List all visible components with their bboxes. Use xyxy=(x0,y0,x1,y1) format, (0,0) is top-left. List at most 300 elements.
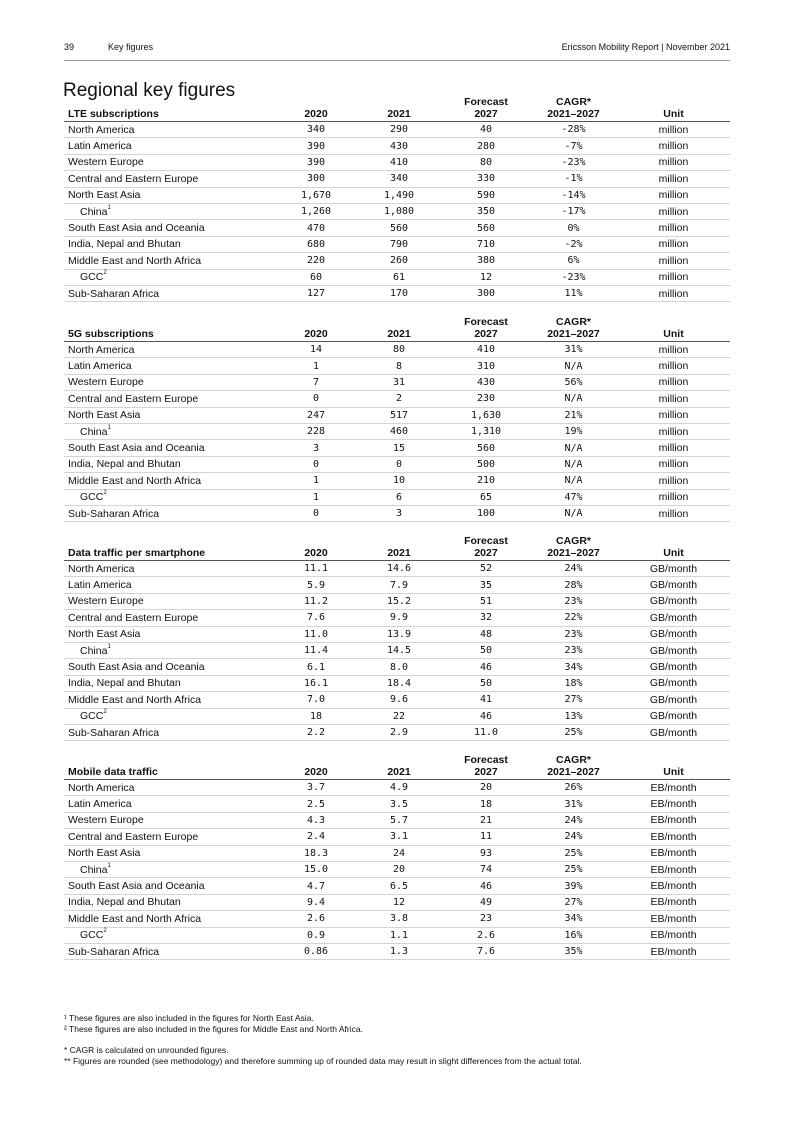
region-name: North America xyxy=(64,122,276,138)
value-unit: GB/month xyxy=(617,642,730,658)
value-2021: 6 xyxy=(356,489,442,505)
value-forecast-2027: 7.6 xyxy=(442,943,530,959)
value-2020: 11.1 xyxy=(276,561,356,577)
table-row xyxy=(64,927,730,943)
value-unit: million xyxy=(617,187,730,203)
table-row xyxy=(64,861,730,877)
value-2021: 560 xyxy=(356,220,442,236)
column-2021-header: 2021 xyxy=(356,316,442,342)
page-number: 39 xyxy=(64,42,75,52)
value-2021: 430 xyxy=(356,138,442,154)
region-name: South East Asia and Oceania xyxy=(64,220,276,236)
value-2020: 7.0 xyxy=(276,692,356,708)
table-row xyxy=(64,253,730,269)
footnote-cagr: * CAGR is calculated on unrounded figures. xyxy=(64,1045,229,1055)
value-2021: 3.1 xyxy=(356,829,442,845)
key-figures-table xyxy=(64,316,730,522)
value-forecast-2027: 380 xyxy=(442,253,530,269)
value-cagr: 0% xyxy=(530,220,617,236)
table-row xyxy=(64,407,730,423)
region-name: North America xyxy=(64,561,276,577)
value-2021: 13.9 xyxy=(356,626,442,642)
value-2021: 3.5 xyxy=(356,796,442,812)
table-row xyxy=(64,374,730,390)
table-row xyxy=(64,220,730,236)
value-forecast-2027: 11 xyxy=(442,829,530,845)
value-forecast-2027: 18 xyxy=(442,796,530,812)
region-name: Middle East and North Africa xyxy=(64,253,276,269)
region-name: North America xyxy=(64,342,276,358)
footnote-marker: 1 xyxy=(107,424,111,431)
value-unit: million xyxy=(617,358,730,374)
value-unit: EB/month xyxy=(617,878,730,894)
value-forecast-2027: 50 xyxy=(442,675,530,691)
footnote-marker: 1 xyxy=(107,643,111,650)
value-forecast-2027: 35 xyxy=(442,577,530,593)
value-unit: EB/month xyxy=(617,812,730,828)
value-forecast-2027: 40 xyxy=(442,122,530,138)
value-2020: 16.1 xyxy=(276,675,356,691)
value-cagr: N/A xyxy=(530,505,617,521)
column-unit-header: Unit xyxy=(617,535,730,561)
value-2020: 4.3 xyxy=(276,812,356,828)
value-2021: 1,490 xyxy=(356,187,442,203)
footnotes xyxy=(64,1013,582,1067)
table-row xyxy=(64,456,730,472)
value-2020: 6.1 xyxy=(276,659,356,675)
region-name: Sub-Saharan Africa xyxy=(64,943,276,959)
region-name: Latin America xyxy=(64,577,276,593)
region-name: Central and Eastern Europe xyxy=(64,829,276,845)
table-row xyxy=(64,440,730,456)
value-2020: 340 xyxy=(276,122,356,138)
column-unit-header: Unit xyxy=(617,96,730,122)
value-2020: 390 xyxy=(276,138,356,154)
value-2020: 2.4 xyxy=(276,829,356,845)
value-forecast-2027: 310 xyxy=(442,358,530,374)
column-2020-header: 2020 xyxy=(276,96,356,122)
value-2021: 2.9 xyxy=(356,724,442,740)
value-unit: GB/month xyxy=(617,724,730,740)
value-unit: GB/month xyxy=(617,675,730,691)
value-unit: million xyxy=(617,220,730,236)
value-unit: GB/month xyxy=(617,593,730,609)
value-unit: million xyxy=(617,374,730,390)
value-2021: 8.0 xyxy=(356,659,442,675)
region-name: GCC$^2$ xyxy=(64,269,276,285)
value-forecast-2027: 350 xyxy=(442,203,530,219)
region-name: Sub-Saharan Africa xyxy=(64,724,276,740)
region-name: Western Europe xyxy=(64,154,276,170)
column-2020-header: 2020 xyxy=(276,316,356,342)
value-forecast-2027: 46 xyxy=(442,708,530,724)
region-name: Latin America xyxy=(64,358,276,374)
value-unit: million xyxy=(617,489,730,505)
value-unit: GB/month xyxy=(617,659,730,675)
value-cagr: 56% xyxy=(530,374,617,390)
table-row xyxy=(64,724,730,740)
table-row xyxy=(64,878,730,894)
region-name: Middle East and North Africa xyxy=(64,692,276,708)
column-2021-header: 2021 xyxy=(356,535,442,561)
table-row xyxy=(64,423,730,439)
value-unit: GB/month xyxy=(617,626,730,642)
value-cagr: 13% xyxy=(530,708,617,724)
value-2020: 2.5 xyxy=(276,796,356,812)
value-unit: EB/month xyxy=(617,845,730,861)
value-2021: 460 xyxy=(356,423,442,439)
region-name: Middle East and North Africa xyxy=(64,911,276,927)
table-mobile-data-traffic xyxy=(64,754,730,960)
value-2021: 14.5 xyxy=(356,642,442,658)
value-2020: 0 xyxy=(276,456,356,472)
value-2021: 9.6 xyxy=(356,692,442,708)
region-name: Western Europe xyxy=(64,812,276,828)
value-forecast-2027: 410 xyxy=(442,342,530,358)
value-2020: 11.0 xyxy=(276,626,356,642)
region-name: Central and Eastern Europe xyxy=(64,171,276,187)
region-name: Latin America xyxy=(64,796,276,812)
value-unit: EB/month xyxy=(617,943,730,959)
value-2020: 9.4 xyxy=(276,894,356,910)
value-cagr: N/A xyxy=(530,456,617,472)
table-data-traffic-per-smartphone xyxy=(64,535,730,741)
table-row xyxy=(64,285,730,301)
column-unit-header: Unit xyxy=(617,316,730,342)
value-unit: EB/month xyxy=(617,894,730,910)
page-header xyxy=(64,42,730,61)
value-2020: 300 xyxy=(276,171,356,187)
value-forecast-2027: 230 xyxy=(442,391,530,407)
table-title: LTE subscriptions xyxy=(64,96,276,122)
region-name: Middle East and North Africa xyxy=(64,473,276,489)
page-title: Regional key figures xyxy=(63,80,236,101)
value-forecast-2027: 46 xyxy=(442,659,530,675)
value-2021: 1.1 xyxy=(356,927,442,943)
value-unit: million xyxy=(617,391,730,407)
value-2020: 0 xyxy=(276,391,356,407)
value-unit: EB/month xyxy=(617,829,730,845)
value-2021: 3.8 xyxy=(356,911,442,927)
table-row xyxy=(64,642,730,658)
value-2021: 790 xyxy=(356,236,442,252)
value-2021: 2 xyxy=(356,391,442,407)
table-row xyxy=(64,796,730,812)
value-2021: 1,080 xyxy=(356,203,442,219)
column-2021-header: 2021 xyxy=(356,96,442,122)
value-cagr: 24% xyxy=(530,812,617,828)
column-forecast-2027-header: Forecast 2027 xyxy=(442,535,530,561)
value-cagr: 23% xyxy=(530,642,617,658)
table-title: Mobile data traffic xyxy=(64,754,276,780)
value-cagr: 35% xyxy=(530,943,617,959)
column-2020-header: 2020 xyxy=(276,535,356,561)
footnote-marker: 2 xyxy=(103,928,107,935)
table-row xyxy=(64,780,730,796)
value-cagr: 23% xyxy=(530,626,617,642)
value-cagr: 28% xyxy=(530,577,617,593)
value-cagr: 11% xyxy=(530,285,617,301)
value-cagr: -7% xyxy=(530,138,617,154)
value-cagr: 19% xyxy=(530,423,617,439)
region-name: Central and Eastern Europe xyxy=(64,610,276,626)
value-2021: 31 xyxy=(356,374,442,390)
value-unit: million xyxy=(617,285,730,301)
value-2021: 20 xyxy=(356,861,442,877)
footnote-1: ¹ These figures are also included in the figures for North East Asia. xyxy=(64,1013,314,1023)
footnote-marker: 1 xyxy=(107,862,111,869)
region-name: North East Asia xyxy=(64,626,276,642)
value-unit: EB/month xyxy=(617,861,730,877)
column-2020-header: 2020 xyxy=(276,754,356,780)
value-2020: 390 xyxy=(276,154,356,170)
value-unit: million xyxy=(617,171,730,187)
table-row xyxy=(64,187,730,203)
column-unit-header: Unit xyxy=(617,754,730,780)
value-2020: 2.6 xyxy=(276,911,356,927)
value-2021: 4.9 xyxy=(356,780,442,796)
value-2021: 7.9 xyxy=(356,577,442,593)
table-row xyxy=(64,626,730,642)
table-title: 5G subscriptions xyxy=(64,316,276,342)
value-2020: 4.7 xyxy=(276,878,356,894)
value-2021: 8 xyxy=(356,358,442,374)
value-unit: GB/month xyxy=(617,577,730,593)
value-forecast-2027: 1,630 xyxy=(442,407,530,423)
value-cagr: 21% xyxy=(530,407,617,423)
value-2020: 3 xyxy=(276,440,356,456)
table-row xyxy=(64,269,730,285)
footnote-2: ² These figures are also included in the figures for Middle East and North Africa. xyxy=(64,1024,363,1034)
value-forecast-2027: 51 xyxy=(442,593,530,609)
value-cagr: 16% xyxy=(530,927,617,943)
table-row xyxy=(64,845,730,861)
value-unit: million xyxy=(617,456,730,472)
value-cagr: 26% xyxy=(530,780,617,796)
value-2021: 340 xyxy=(356,171,442,187)
value-cagr: 25% xyxy=(530,724,617,740)
key-figures-table xyxy=(64,754,730,960)
value-forecast-2027: 32 xyxy=(442,610,530,626)
value-forecast-2027: 100 xyxy=(442,505,530,521)
table-row xyxy=(64,171,730,187)
region-name: Sub-Saharan Africa xyxy=(64,505,276,521)
value-unit: million xyxy=(617,440,730,456)
value-unit: GB/month xyxy=(617,561,730,577)
region-name: China$^1$ xyxy=(64,861,276,877)
table-title: Data traffic per smartphone xyxy=(64,535,276,561)
table-header-row xyxy=(64,316,730,342)
value-cagr: 31% xyxy=(530,796,617,812)
value-cagr: 24% xyxy=(530,829,617,845)
table-row xyxy=(64,812,730,828)
value-2020: 0.9 xyxy=(276,927,356,943)
region-name: Central and Eastern Europe xyxy=(64,391,276,407)
value-forecast-2027: 80 xyxy=(442,154,530,170)
region-name: Western Europe xyxy=(64,593,276,609)
value-2020: 1 xyxy=(276,489,356,505)
value-2021: 15 xyxy=(356,440,442,456)
value-2021: 22 xyxy=(356,708,442,724)
value-2020: 7.6 xyxy=(276,610,356,626)
table-5g-subscriptions xyxy=(64,316,730,522)
region-name: India, Nepal and Bhutan xyxy=(64,236,276,252)
value-forecast-2027: 20 xyxy=(442,780,530,796)
value-2021: 170 xyxy=(356,285,442,301)
table-row xyxy=(64,489,730,505)
value-2021: 517 xyxy=(356,407,442,423)
footnote-marker: 1 xyxy=(107,204,111,211)
region-name: Latin America xyxy=(64,138,276,154)
value-forecast-2027: 50 xyxy=(442,642,530,658)
region-name: Sub-Saharan Africa xyxy=(64,285,276,301)
value-cagr: 25% xyxy=(530,861,617,877)
value-cagr: 27% xyxy=(530,692,617,708)
value-cagr: N/A xyxy=(530,473,617,489)
value-forecast-2027: 560 xyxy=(442,220,530,236)
value-cagr: 18% xyxy=(530,675,617,691)
column-cagr-header: CAGR* 2021–2027 xyxy=(530,316,617,342)
value-2021: 14.6 xyxy=(356,561,442,577)
key-figures-table xyxy=(64,96,730,302)
footnote-marker: 2 xyxy=(103,490,107,497)
column-cagr-header: CAGR* 2021–2027 xyxy=(530,754,617,780)
value-2020: 0 xyxy=(276,505,356,521)
footnote-marker: 2 xyxy=(103,270,107,277)
value-2020: 18 xyxy=(276,708,356,724)
value-2020: 2.2 xyxy=(276,724,356,740)
value-forecast-2027: 330 xyxy=(442,171,530,187)
table-row xyxy=(64,675,730,691)
value-unit: EB/month xyxy=(617,911,730,927)
table-row xyxy=(64,236,730,252)
column-cagr-header: CAGR* 2021–2027 xyxy=(530,535,617,561)
region-name: GCC$^2$ xyxy=(64,489,276,505)
value-cagr: N/A xyxy=(530,358,617,374)
value-cagr: 25% xyxy=(530,845,617,861)
value-unit: million xyxy=(617,138,730,154)
region-name: North East Asia xyxy=(64,845,276,861)
value-unit: million xyxy=(617,407,730,423)
table-row xyxy=(64,894,730,910)
value-2021: 260 xyxy=(356,253,442,269)
value-forecast-2027: 210 xyxy=(442,473,530,489)
table-lte-subscriptions xyxy=(64,96,730,302)
value-cagr: -17% xyxy=(530,203,617,219)
column-forecast-2027-header: Forecast 2027 xyxy=(442,96,530,122)
table-row xyxy=(64,122,730,138)
region-name: India, Nepal and Bhutan xyxy=(64,675,276,691)
value-cagr: N/A xyxy=(530,391,617,407)
value-2020: 247 xyxy=(276,407,356,423)
table-row xyxy=(64,138,730,154)
value-2020: 0.86 xyxy=(276,943,356,959)
value-2020: 680 xyxy=(276,236,356,252)
value-unit: million xyxy=(617,154,730,170)
column-forecast-2027-header: Forecast 2027 xyxy=(442,754,530,780)
table-row xyxy=(64,659,730,675)
value-forecast-2027: 590 xyxy=(442,187,530,203)
value-forecast-2027: 46 xyxy=(442,878,530,894)
value-cagr: N/A xyxy=(530,440,617,456)
value-forecast-2027: 41 xyxy=(442,692,530,708)
value-forecast-2027: 280 xyxy=(442,138,530,154)
value-cagr: 47% xyxy=(530,489,617,505)
value-2020: 1,670 xyxy=(276,187,356,203)
report-name: Ericsson Mobility Report | November 2021 xyxy=(561,42,730,52)
table-row xyxy=(64,610,730,626)
value-2021: 410 xyxy=(356,154,442,170)
table-row xyxy=(64,829,730,845)
table-header-row xyxy=(64,535,730,561)
value-forecast-2027: 710 xyxy=(442,236,530,252)
value-cagr: 6% xyxy=(530,253,617,269)
value-2020: 220 xyxy=(276,253,356,269)
region-name: South East Asia and Oceania xyxy=(64,659,276,675)
value-cagr: -28% xyxy=(530,122,617,138)
table-header-row xyxy=(64,754,730,780)
key-figures-table xyxy=(64,535,730,741)
value-forecast-2027: 300 xyxy=(442,285,530,301)
value-unit: million xyxy=(617,342,730,358)
region-name: India, Nepal and Bhutan xyxy=(64,456,276,472)
value-unit: million xyxy=(617,269,730,285)
value-2020: 14 xyxy=(276,342,356,358)
value-2020: 1 xyxy=(276,473,356,489)
value-cagr: 39% xyxy=(530,878,617,894)
value-forecast-2027: 65 xyxy=(442,489,530,505)
table-row xyxy=(64,593,730,609)
region-name: GCC$^2$ xyxy=(64,708,276,724)
region-name: Western Europe xyxy=(64,374,276,390)
value-forecast-2027: 11.0 xyxy=(442,724,530,740)
table-row xyxy=(64,911,730,927)
value-2020: 7 xyxy=(276,374,356,390)
value-2020: 5.9 xyxy=(276,577,356,593)
value-unit: million xyxy=(617,122,730,138)
value-unit: EB/month xyxy=(617,780,730,796)
table-row xyxy=(64,943,730,959)
value-unit: million xyxy=(617,505,730,521)
value-2021: 9.9 xyxy=(356,610,442,626)
value-unit: million xyxy=(617,203,730,219)
value-forecast-2027: 500 xyxy=(442,456,530,472)
value-2021: 12 xyxy=(356,894,442,910)
column-forecast-2027-header: Forecast 2027 xyxy=(442,316,530,342)
section-name: Key figures xyxy=(108,42,154,52)
footnote-marker: 2 xyxy=(103,709,107,716)
value-2020: 1,260 xyxy=(276,203,356,219)
value-cagr: -23% xyxy=(530,154,617,170)
value-cagr: 23% xyxy=(530,593,617,609)
value-cagr: 24% xyxy=(530,561,617,577)
table-row xyxy=(64,505,730,521)
table-row xyxy=(64,561,730,577)
value-unit: million xyxy=(617,236,730,252)
value-unit: GB/month xyxy=(617,692,730,708)
value-2021: 5.7 xyxy=(356,812,442,828)
table-row xyxy=(64,154,730,170)
value-unit: million xyxy=(617,253,730,269)
value-2021: 1.3 xyxy=(356,943,442,959)
table-row xyxy=(64,577,730,593)
value-2020: 127 xyxy=(276,285,356,301)
value-forecast-2027: 48 xyxy=(442,626,530,642)
region-name: North East Asia xyxy=(64,187,276,203)
value-cagr: 27% xyxy=(530,894,617,910)
value-2020: 470 xyxy=(276,220,356,236)
value-cagr: 34% xyxy=(530,659,617,675)
